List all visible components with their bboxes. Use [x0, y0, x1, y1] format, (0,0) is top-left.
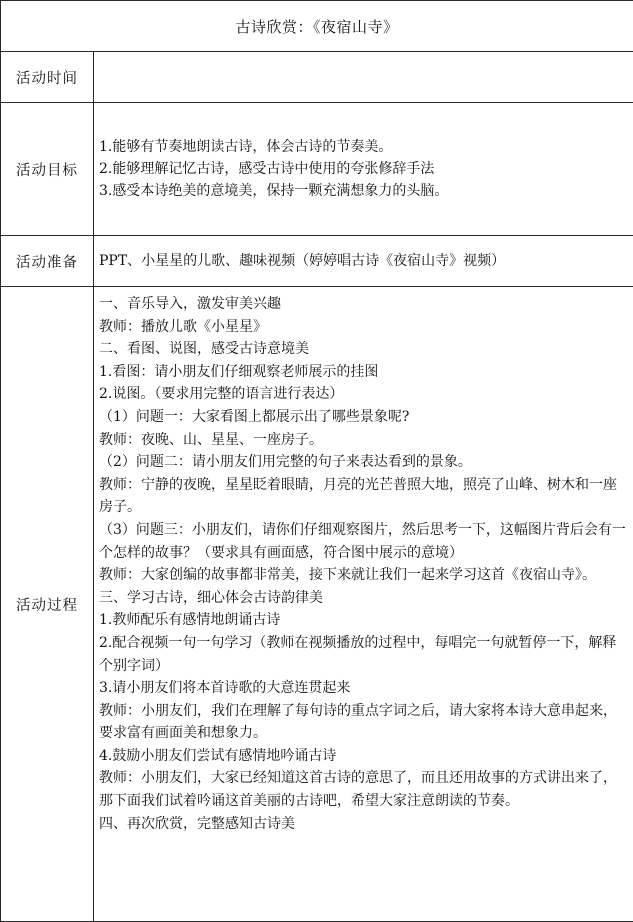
lesson-title: 古诗欣赏：《夜宿山寺》: [1, 1, 633, 52]
title-row: [1, 1, 633, 52]
activity-process-content: [94, 287, 633, 922]
process-step: （2）问题二：请小朋友们用完整的句子来表达看到的景象。: [99, 451, 629, 474]
process-section-heading: 二、看图、说图，感受古诗意境美: [99, 338, 629, 361]
process-section-heading: 四、再次欣赏，完整感知古诗美: [99, 813, 629, 836]
process-step: 教师：大家创编的故事都非常美，接下来就让我们一起来学习这首《夜宿山寺》。: [99, 564, 629, 587]
process-step: 2.配合视频一句一句学习（教师在视频播放的过程中，每唱完一句就暂停一下，解释个别字词）: [99, 632, 629, 677]
activity-time-label: 活动时间: [1, 52, 94, 103]
activity-goals-row: [1, 103, 633, 236]
process-step: （3）问题三：小朋友们，请你们仔细观察图片，然后思考一下，这幅图片背后会有一个怎样的故事？（要求具有画面感，符合图中展示的意境）: [99, 519, 629, 564]
activity-process-label: 活动过程: [1, 287, 94, 922]
process-step: 1.看图：请小朋友们仔细观察老师展示的挂图: [99, 361, 629, 384]
process-step: 1.教师配乐有感情地朗诵古诗: [99, 609, 629, 632]
process-step: 教师：小朋友们，大家已经知道这首古诗的意思了，而且还用故事的方式讲出来了，那下面我们试着吟诵这首美丽的古诗吧，希望大家注意朗读的节奏。: [99, 767, 629, 812]
process-step: 教师：夜晚、山、星星、一座房子。: [99, 429, 629, 452]
activity-time-row: [1, 52, 633, 103]
process-step: 4.鼓励小朋友们尝试有感情地吟诵古诗: [99, 745, 629, 768]
activity-goals-content: [94, 103, 633, 236]
activity-goals-label: 活动目标: [1, 103, 94, 236]
activity-process-row: [1, 287, 633, 922]
goal-item: 1.能够有节奏地朗读古诗，体会古诗的节奏美。: [99, 136, 629, 158]
goal-item: 3.感受本诗绝美的意境美，保持一颗充满想象力的头脑。: [99, 180, 629, 202]
process-step: 3.请小朋友们将本首诗歌的大意连贯起来: [99, 677, 629, 700]
activity-prep-value: PPT、小星星的儿歌、趣味视频（婷婷唱古诗《夜宿山寺》视频）: [94, 236, 633, 287]
process-step: 教师：播放儿歌《小星星》: [99, 316, 629, 339]
process-step: 2.说图。（要求用完整的语言进行表达）: [99, 383, 629, 406]
process-section-heading: 三、学习古诗，细心体会古诗韵律美: [99, 587, 629, 610]
activity-prep-label: 活动准备: [1, 236, 94, 287]
activity-prep-row: [1, 236, 633, 287]
process-step: 教师：宁静的夜晚，星星眨着眼睛，月亮的光芒普照大地，照亮了山峰、树木和一座房子。: [99, 474, 629, 519]
process-section-heading: 一、音乐导入，激发审美兴趣: [99, 293, 629, 316]
goal-item: 2.能够理解记忆古诗，感受古诗中使用的夸张修辞手法: [99, 158, 629, 180]
activity-time-value: [94, 52, 633, 103]
process-step: （1）问题一：大家看图上都展示出了哪些景象呢?: [99, 406, 629, 429]
process-step: 教师：小朋友们，我们在理解了每句诗的重点字词之后，请大家将本诗大意串起来，要求富有画面美和想象力。: [99, 700, 629, 745]
